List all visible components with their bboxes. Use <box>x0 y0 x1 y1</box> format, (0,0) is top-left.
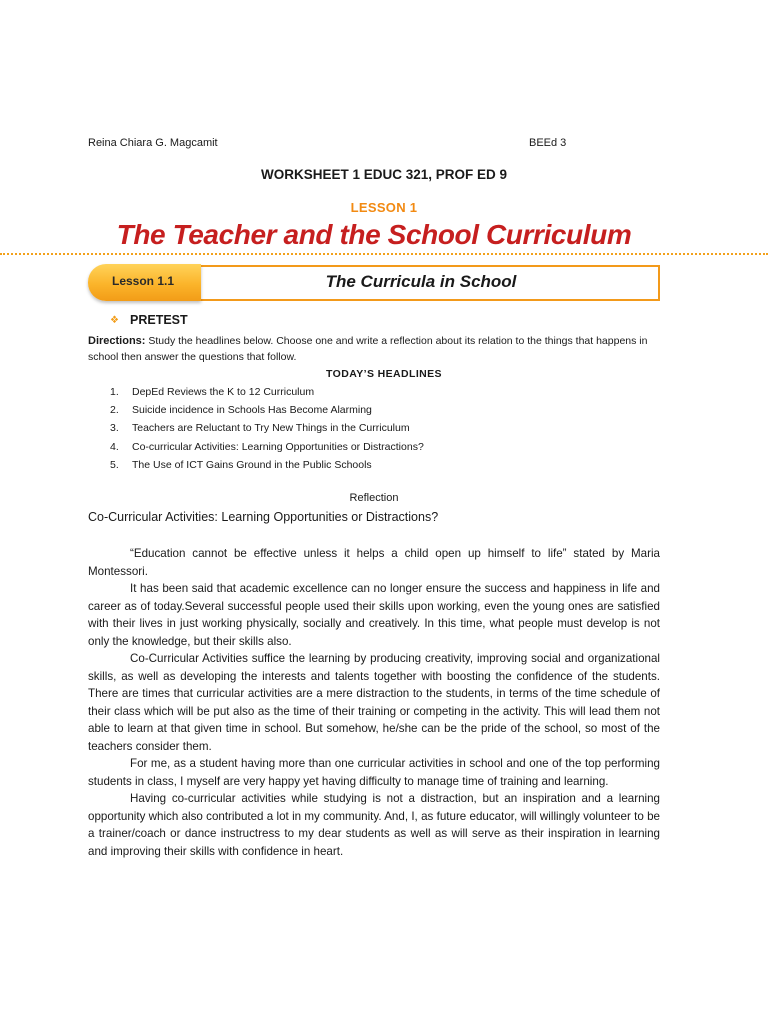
main-title: The Teacher and the School Curriculum <box>116 219 632 250</box>
headlines-title: TODAY’S HEADLINES <box>326 368 442 380</box>
student-name: Reina Chiara G. Magcamit <box>88 137 218 149</box>
reflection-essay <box>88 545 660 860</box>
directions-label: Directions: <box>88 335 146 347</box>
reflection-topic: Co-Curricular Activities: Learning Opportunities or Distractions? <box>88 510 439 524</box>
diamond-bullet-icon: ❖ <box>110 315 119 326</box>
worksheet-title: WORKSHEET 1 EDUC 321, PROF ED 9 <box>260 167 508 182</box>
student-section: BEEd 3 <box>529 137 567 149</box>
pretest-heading: PRETEST <box>130 313 188 327</box>
headline-item: 1. DepEd Reviews the K to 12 Curriculum <box>110 386 315 398</box>
dotted-divider <box>0 253 768 255</box>
headline-item: 5. The Use of ICT Gains Ground in the Public Schools <box>110 458 372 471</box>
lesson-number-badge <box>88 264 201 301</box>
essay-paragraph: Co-Curricular Activities suffice the learning by producing creativity, improving social and organizational skills, as well as developing the interests and talents together with boosting the confidence of the students. There are times that curricular activities are a mere distraction to the students, in terms of the time schedule of their class which will be put also as the time of their training or competing in the activity. This will lead them not able to learn at that given time in school. But somehow, he/she can be the pride of the school, so most of the teachers consider them. <box>88 652 660 753</box>
essay-paragraph: “Education cannot be effective unless it helps a child open up himself to life” stated by Maria Montessori. <box>88 547 660 578</box>
essay-paragraph: It has been said that academic excellence can no longer ensure the success and happiness in life and career as of today.Several successful people used their skills upon working, even the young ones are satisfied with their lives in just working physically, socially and creatively. In this time, what people must develop is not only the knowledge, but their skills also. <box>88 582 660 648</box>
directions-body: Study the headlines below. Choose one and write a reflection about its relation to the things that happens in school then answer the questions that follow. <box>88 335 648 363</box>
lesson-banner-title: The Curricula in School <box>325 272 517 291</box>
headline-item: 2. Suicide incidence in Schools Has Become Alarming <box>110 404 372 417</box>
lesson-number: Lesson 1.1 <box>112 274 175 288</box>
essay-paragraph: Having co-curricular activities while studying is not a distraction, but an inspiration and a learning opportunity which also contributed a lot in my community. And, I, as future educator, will willingly volunteer to be a trainer/coach or dance instructress to my dear students as well as will serve as their inspiration in learning and improving their skills with confidence in heart. <box>88 792 660 858</box>
essay-paragraph: For me, as a student having more than one curricular activities in school and one of the top performing students in class, I myself are very happy yet having difficulty to manage time of training and learning. <box>88 757 660 788</box>
headline-list <box>110 383 424 474</box>
headline-item: 4. Co-curricular Activities: Learning Opportunities or Distractions? <box>110 440 424 453</box>
reflection-label: Reflection <box>349 492 399 504</box>
headline-item: 3. Teachers are Reluctant to Try New Things in the Curriculum <box>110 422 410 435</box>
lesson-label: LESSON 1 <box>350 200 418 215</box>
directions-text <box>88 333 678 365</box>
